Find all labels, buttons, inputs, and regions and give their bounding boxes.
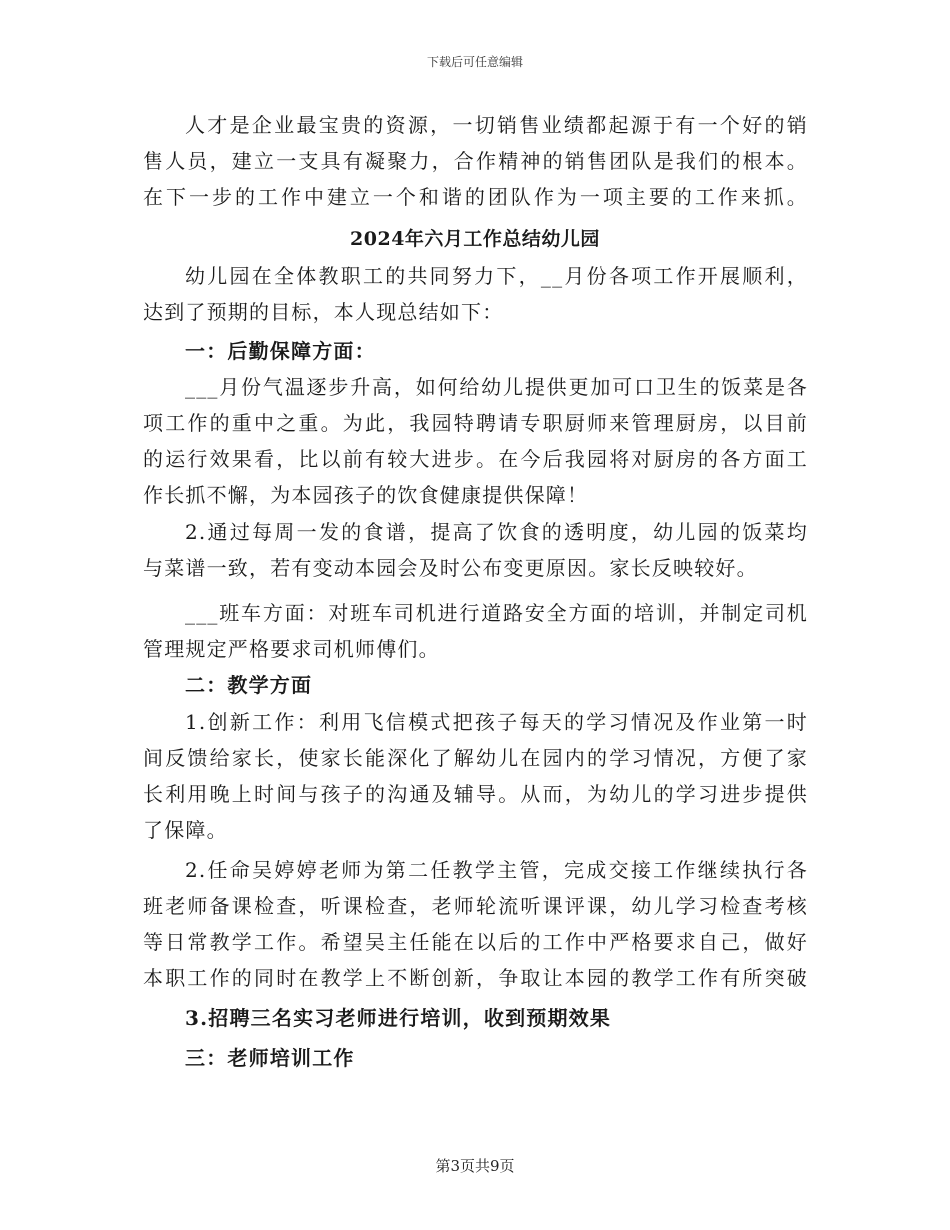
paragraph-line: 2.任命吴婷婷老师为第二任教学主管，完成交接工作继续执行各 <box>185 858 808 882</box>
paragraph-line: 班老师备课检查，听课检查，老师轮流听课评课，幼儿学习检查考核 <box>143 894 808 918</box>
paragraph-line: 售人员，建立一支具有凝聚力，合作精神的销售团队是我们的根本。 <box>143 149 808 173</box>
page-header-note: 下载后可任意编辑 <box>426 55 523 69</box>
subsection-heading: 三：老师培训工作 <box>185 1046 355 1070</box>
paragraph-line: 在下一步的工作中建立一个和谐的团队作为一项主要的工作来抓。 <box>143 185 808 209</box>
paragraph-line: 的运行效果看，比以前有较大进步。在今后我园将对厨房的各方面工 <box>143 447 808 471</box>
page-number: 第3页共9页 <box>435 1157 515 1175</box>
subsection-heading: 二：教学方面 <box>185 673 313 697</box>
paragraph-line: 间反馈给家长，使家长能深化了解幼儿在园内的学习情况，方便了家 <box>143 746 808 770</box>
paragraph-line: ___月份气温逐步升高，如何给幼儿提供更加可口卫生的饭菜是各 <box>185 375 808 399</box>
paragraph-line: 人才是企业最宝贵的资源，一切销售业绩都起源于有一个好的销 <box>185 113 808 137</box>
paragraph-line: 与菜谱一致，若有变动本园会及时公布变更原因。家长反映较好。 <box>143 556 758 580</box>
paragraph-line: 管理规定严格要求司机师傅们。 <box>143 637 440 661</box>
subsection-heading: 一：后勤保障方面： <box>185 339 376 363</box>
paragraph-line: 了保障。 <box>143 818 228 842</box>
paragraph-line: 等日常教学工作。希望吴主任能在以后的工作中严格要求自己，做好 <box>143 930 808 954</box>
paragraph-line: 1.创新工作：利用飞信模式把孩子每天的学习情况及作业第一时 <box>185 710 808 734</box>
paragraph-line: 长利用晚上时间与孩子的沟通及辅导。从而，为幼儿的学习进步提供 <box>143 782 808 806</box>
paragraph-line: 达到了预期的目标，本人现总结如下： <box>143 300 504 324</box>
paragraph-line: ___班车方面：对班车司机进行道路安全方面的培训，并制定司机 <box>185 601 808 625</box>
paragraph-line: 作长抓不懈，为本园孩子的饮食健康提供保障！ <box>143 483 589 507</box>
paragraph-line: 项工作的重中之重。为此，我园特聘请专职厨师来管理厨房，以目前 <box>143 411 808 435</box>
paragraph-line: 幼儿园在全体教职工的共同努力下，__月份各项工作开展顺利， <box>185 264 808 288</box>
paragraph-line: 2.通过每周一发的食谱，提高了饮食的透明度，幼儿园的饭菜均 <box>185 520 808 544</box>
subsection-heading: 3.招聘三名实习老师进行培训，收到预期效果 <box>185 1006 612 1030</box>
section-title: 2024年六月工作总结幼儿园 <box>350 228 600 250</box>
paragraph-line: 本职工作的同时在教学上不断创新，争取让本园的教学工作有所突破 <box>143 966 808 990</box>
